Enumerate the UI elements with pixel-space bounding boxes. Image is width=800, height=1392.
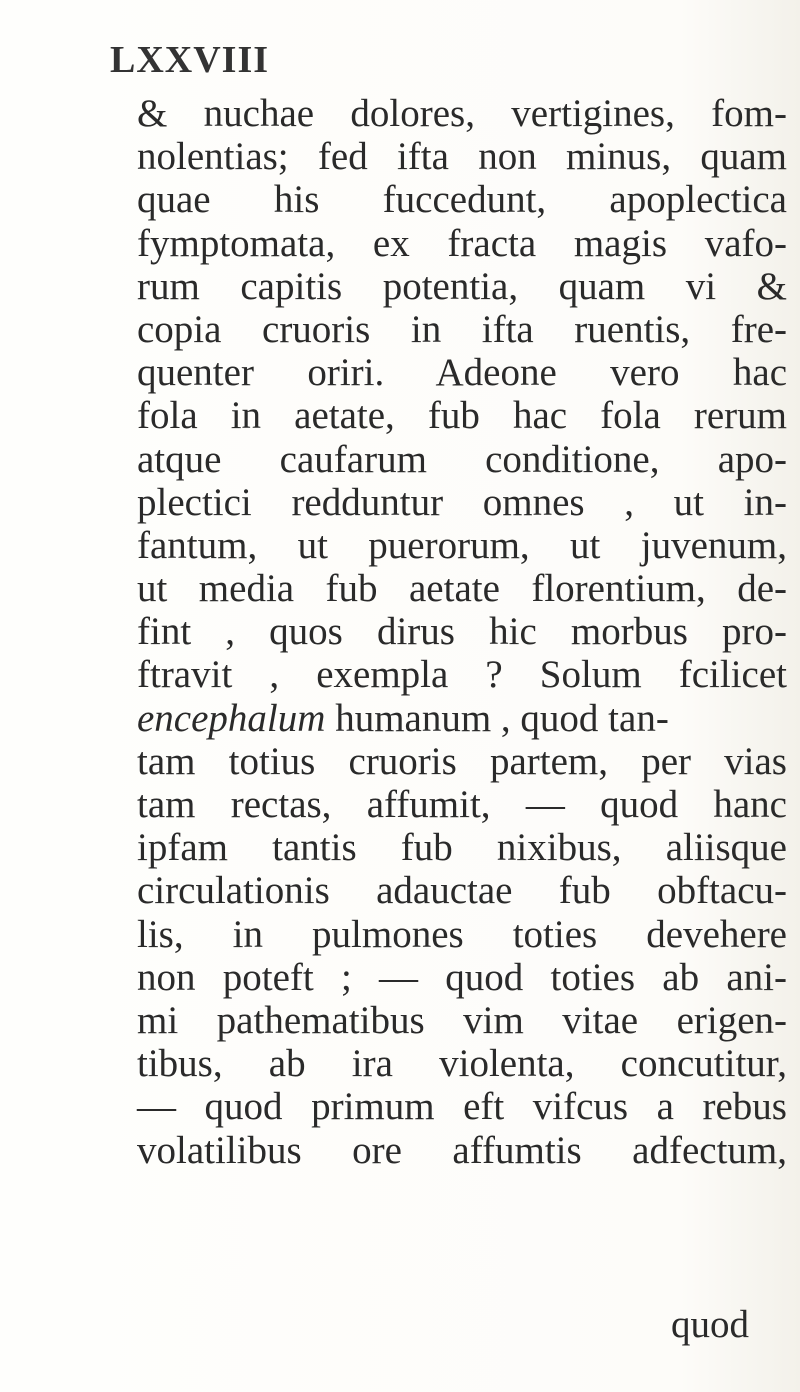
text-line: tibus, ab ira violenta, concutitur,	[137, 1042, 787, 1086]
page-number: LXXVIII	[110, 39, 270, 81]
text-line: tam totius cruoris partem, per vias	[137, 739, 787, 783]
text-line: tam rectas, affumit, — quod hanc	[137, 783, 787, 826]
text-line: — quod primum eft vifcus a rebus	[137, 1085, 787, 1129]
text-line: fantum, ut puerorum, ut juvenum,	[137, 523, 787, 567]
catchword: quod	[671, 1303, 749, 1346]
text-line: lis, in pulmones toties devehere	[137, 912, 787, 956]
text-line: quae his fuccedunt, apoplectica	[137, 178, 787, 222]
text-line: fymptomata, ex fracta magis vafo-	[137, 221, 787, 265]
text-line: volatilibus ore affumtis adfectum,	[137, 1128, 787, 1172]
text-line: nolentias; fed ifta non minus, quam	[137, 135, 787, 179]
text-line: circulationis adauctae fub obftacu-	[137, 869, 787, 913]
text-line: non poteft ; — quod toties ab ani-	[137, 955, 787, 999]
text-line: quenter oriri. Adeone vero hac	[137, 351, 787, 395]
text-line: ipfam tantis fub nixibus, aliisque	[137, 826, 787, 870]
text-line: fola in aetate, fub hac fola rerum	[137, 394, 787, 438]
text-line: atque caufarum conditione, apo-	[137, 437, 787, 481]
text-line: ftravit , exempla ? Solum fcilicet	[137, 653, 787, 697]
text-line	[137, 697, 787, 740]
text-line: & nuchae dolores, vertigines, fom-	[137, 92, 787, 135]
body-text	[137, 92, 787, 1172]
text-line: copia cruoris in ifta ruentis, fre-	[137, 307, 787, 351]
text-line: fint , quos dirus hic morbus pro-	[137, 610, 787, 654]
text-line-rest: humanum , quod tan-	[325, 696, 669, 740]
text-line: mi pathematibus vim vitae erigen-	[137, 998, 787, 1042]
text-line: plectici redduntur omnes , ut in-	[137, 480, 787, 524]
text-line: rum capitis potentia, quam vi &	[137, 264, 787, 308]
text-line: ut media fub aetate florentium, de-	[137, 567, 787, 611]
italic-term: encephalum	[137, 696, 326, 740]
